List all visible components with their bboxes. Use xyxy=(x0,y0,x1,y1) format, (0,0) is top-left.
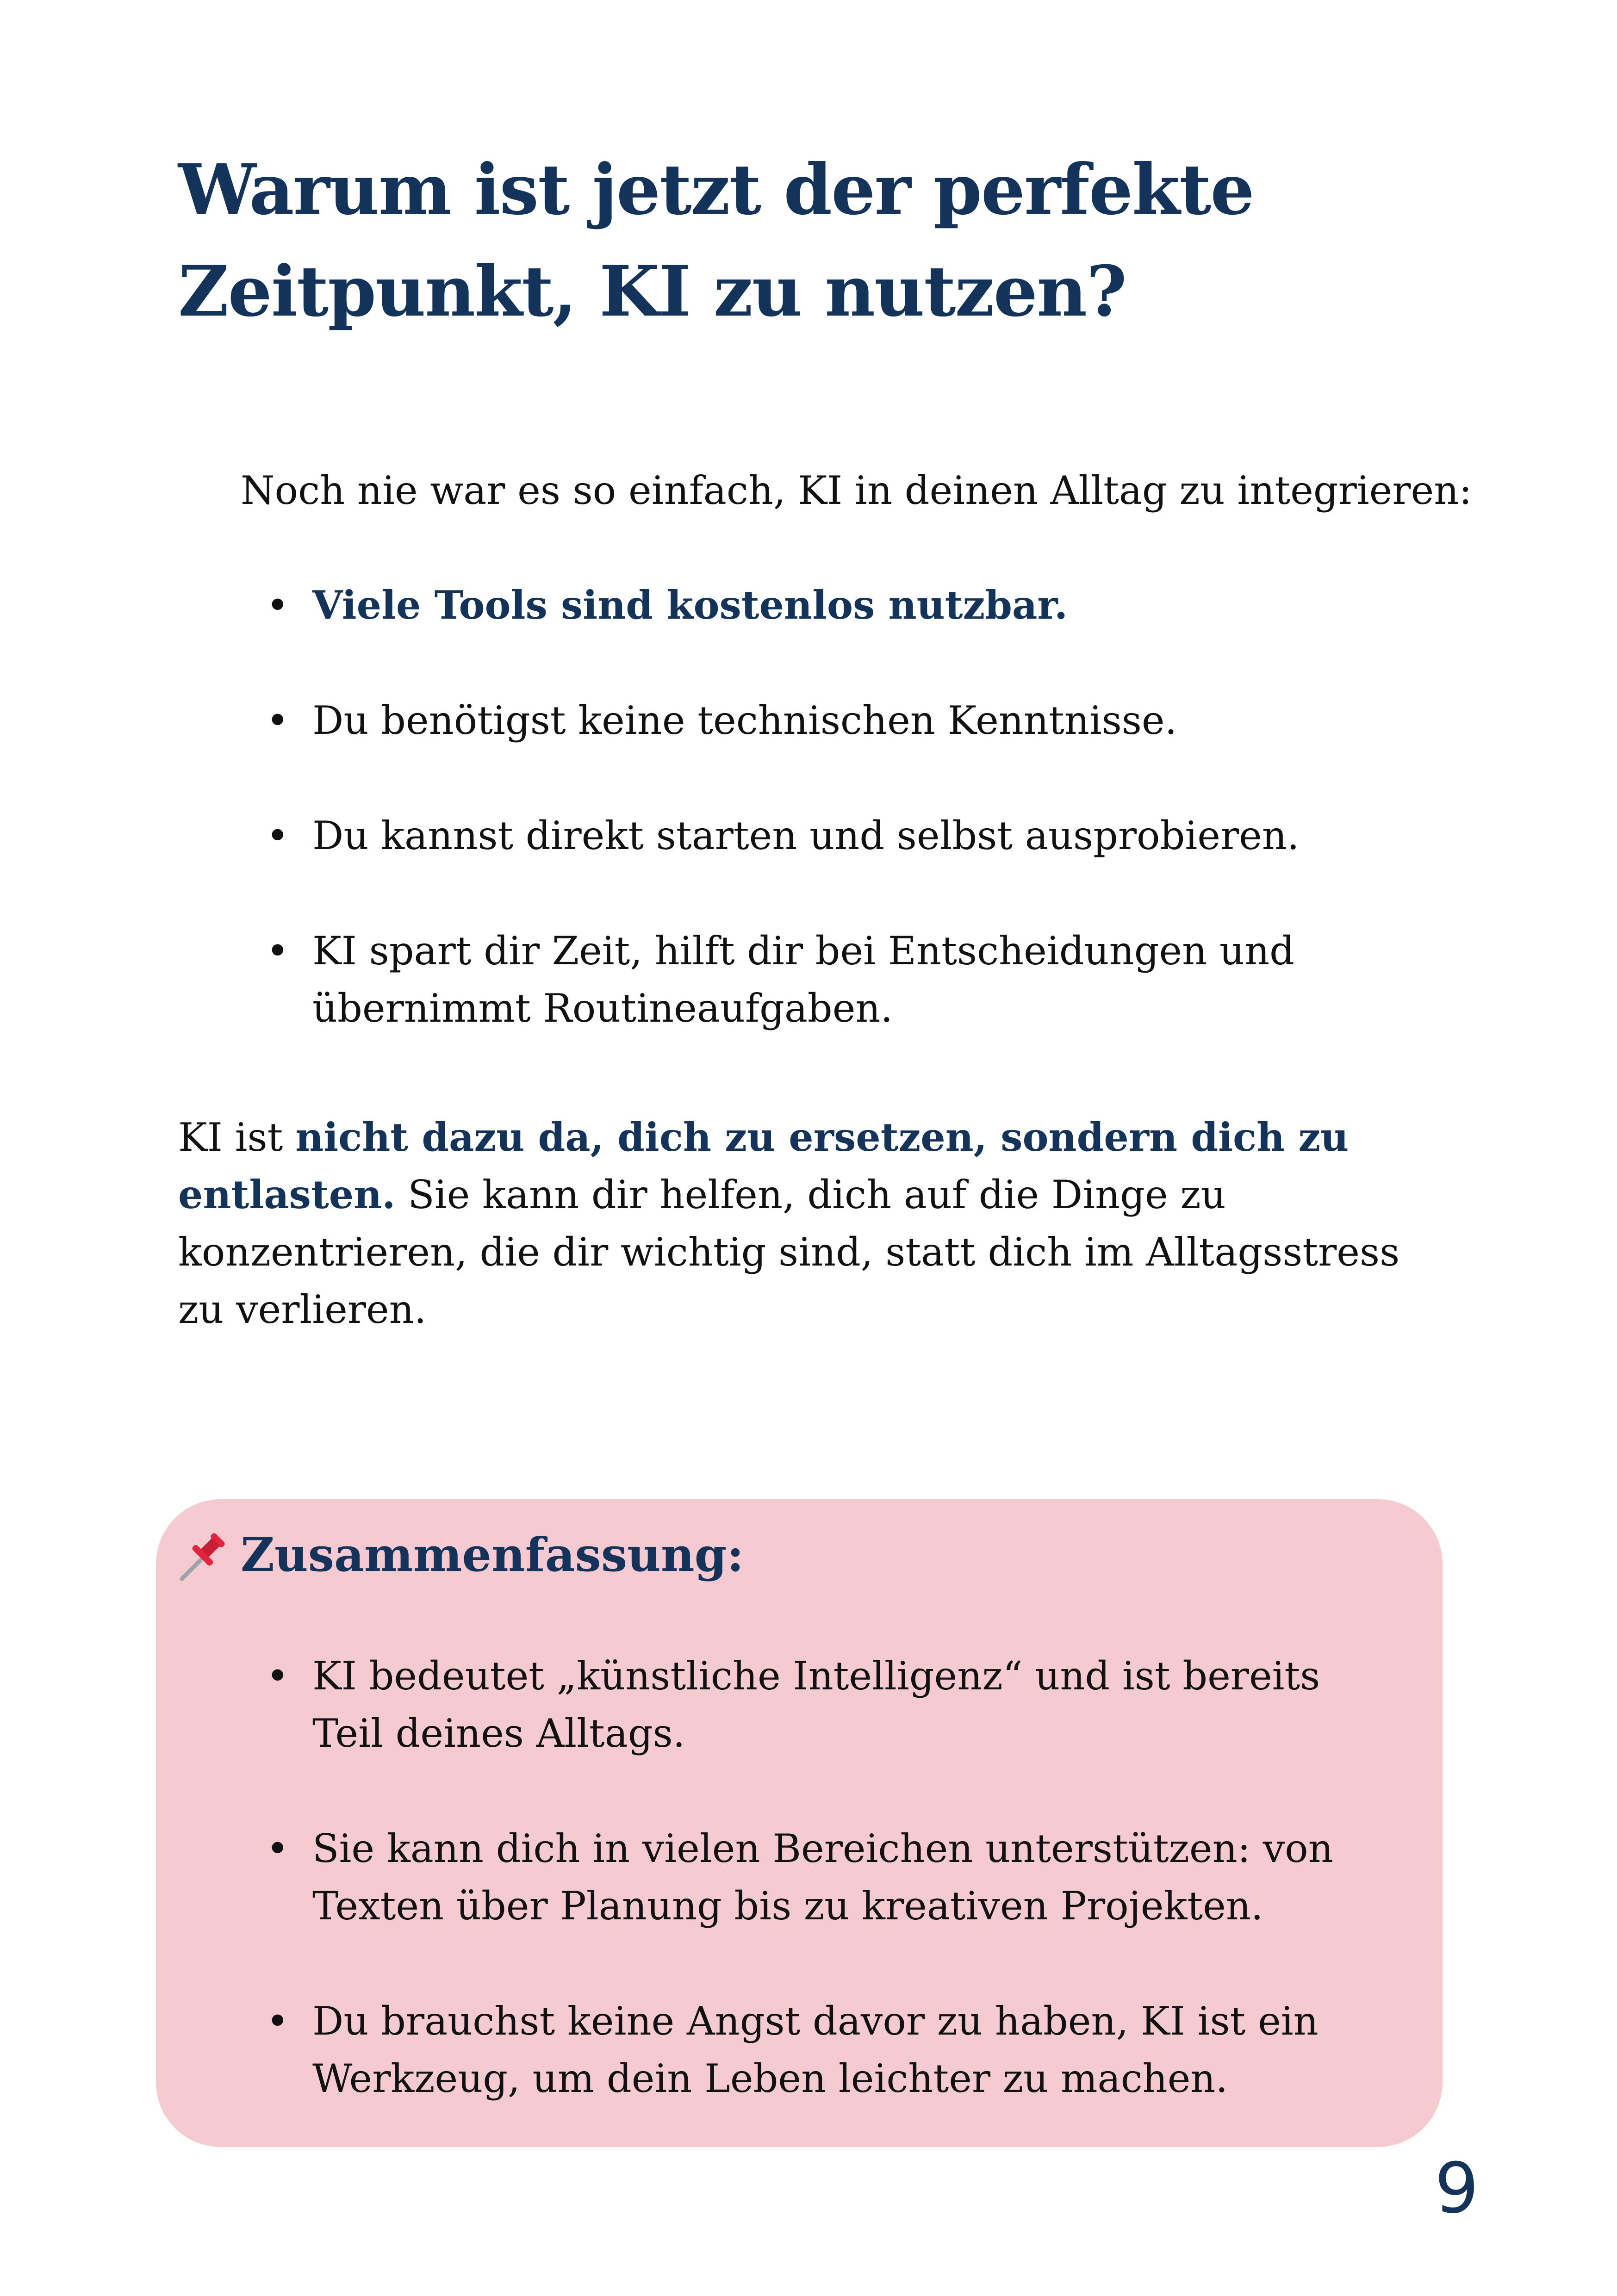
page-number: 9 xyxy=(1435,2148,1479,2229)
bullet-icon: • xyxy=(266,1826,289,1871)
intro-text: Noch nie war es so einfach, KI in deinen Alltag zu integrieren: xyxy=(241,468,1472,513)
list-item-text: Du brauchst keine Angst davor zu haben, KI ist ein Werkzeug, um dein Leben leichter zu machen. xyxy=(312,1998,1318,2101)
list-item xyxy=(0,692,1377,749)
summary-title-text: Zusammenfassung: xyxy=(241,1527,744,1582)
body-paragraph xyxy=(178,1109,1428,1338)
list-item xyxy=(0,807,1377,864)
page-title: Warum ist jetzt der perfekte Zeitpunkt, KI zu nutzen? xyxy=(178,149,1254,332)
bullet-icon: • xyxy=(266,1998,289,2044)
bullet-icon: • xyxy=(266,813,289,858)
bullet-icon: • xyxy=(266,1653,289,1699)
summary-list xyxy=(0,1647,1400,2107)
list-item xyxy=(0,922,1377,1037)
paragraph-lead: KI ist xyxy=(178,1115,296,1160)
list-item xyxy=(0,1647,1400,1762)
list-item xyxy=(0,1992,1400,2107)
bullet-icon: • xyxy=(266,928,289,974)
list-item-text: Du benötigst keine technischen Kenntnisse. xyxy=(312,698,1177,743)
list-item xyxy=(0,577,1377,634)
paragraph-highlight: nicht dazu da, dich zu ersetzen, sondern dich zu entlasten. xyxy=(178,1114,1349,1217)
pushpin-icon xyxy=(178,1527,229,1582)
list-item-text: KI spart dir Zeit, hilft dir bei Entscheidungen und übernimmt Routineaufgaben. xyxy=(312,928,1294,1031)
summary-title xyxy=(178,1522,744,1587)
paragraph-rest: Sie kann dir helfen, dich auf die Dinge zu konzentrieren, die dir wichtig sind, statt dich im Alltagsstress zu verlieren. xyxy=(178,1172,1400,1332)
bullet-icon: • xyxy=(266,698,289,743)
bullet-icon: • xyxy=(266,583,289,628)
list-item xyxy=(0,1820,1400,1935)
list-item-text: KI bedeutet „künstliche Intelligenz“ und ist bereits Teil deines Alltags. xyxy=(312,1653,1320,1756)
list-item-text: Sie kann dich in vielen Bereichen unterstützen: von Texten über Planung bis zu kreativen Projekten. xyxy=(312,1826,1333,1929)
benefits-list xyxy=(0,577,1377,1037)
list-item-text: Du kannst direkt starten und selbst ausprobieren. xyxy=(312,813,1300,858)
list-item-text: Viele Tools sind kostenlos nutzbar. xyxy=(312,582,1068,628)
